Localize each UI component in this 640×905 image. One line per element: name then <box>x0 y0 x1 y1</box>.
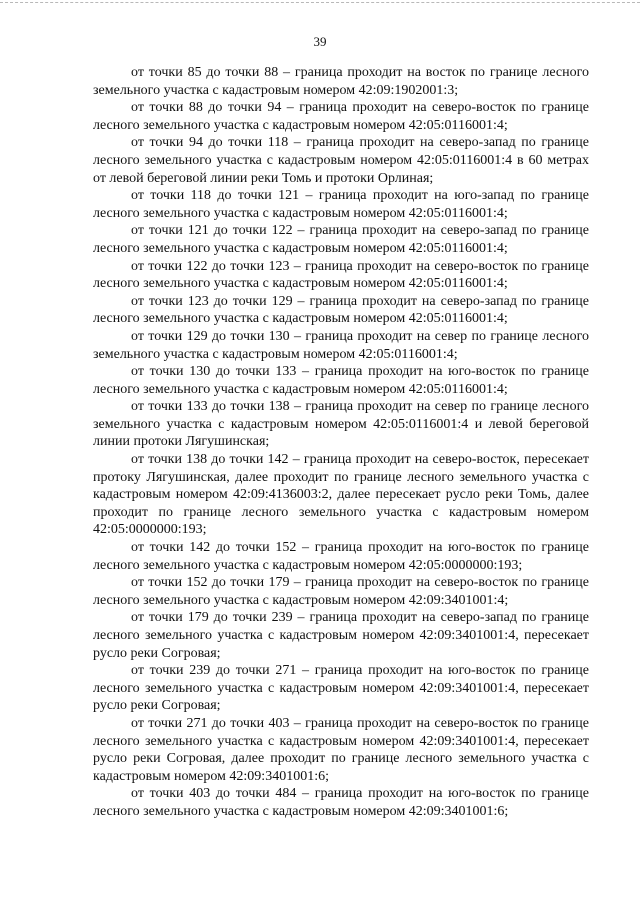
boundary-paragraph: от точки 403 до точки 484 – граница проходит на юго-восток по границе лесного земельного участка с кадастровым номером 42:09:3401001:6; <box>93 786 589 819</box>
boundary-paragraph: от точки 138 до точки 142 – граница проходит на северо-восток, пересекает протоку Лягушинская, далее проходит по границе лесного земельного участка с кадастровым номером 42:09:4136003:2, далее пересекает русло реки Томь, далее проходит по границе лесного земельного участка с кадастровым номером 42:05:0000000:193; <box>93 452 589 538</box>
boundary-paragraph: от точки 152 до точки 179 – граница проходит на северо-восток по границе лесного земельного участка с кадастровым номером 42:09:3401001:4; <box>93 575 589 608</box>
document-body <box>93 64 589 821</box>
boundary-paragraph: от точки 118 до точки 121 – граница проходит на юго-запад по границе лесного земельного участка с кадастровым номером 42:05:0116001:4; <box>93 188 589 221</box>
boundary-paragraph: от точки 94 до точки 118 – граница проходит на северо-запад по границе лесного земельного участка с кадастровым номером 42:05:0116001:4 в 60 метрах от левой береговой линии реки Томь и протоки Орлиная; <box>93 135 589 186</box>
boundary-paragraph: от точки 123 до точки 129 – граница проходит на северо-запад по границе лесного земельного участка с кадастровым номером 42:05:0116001:4; <box>93 293 589 327</box>
boundary-paragraph: от точки 85 до точки 88 – граница проходит на восток по границе лесного земельного участка с кадастровым номером 42:09:1902001:3; <box>93 65 589 98</box>
boundary-paragraph: от точки 133 до точки 138 – граница проходит на север по границе лесного земельного участка с кадастровым номером 42:05:0116001:4 и левой береговой линии протоки Лягушинская; <box>93 399 589 450</box>
page-number: 39 <box>313 34 327 49</box>
boundary-paragraph: от точки 179 до точки 239 – граница проходит на северо-запад по границе лесного земельного участка с кадастровым номером 42:09:3401001:4, пересекает русло реки Согровая; <box>93 610 589 661</box>
boundary-paragraph: от точки 130 до точки 133 – граница проходит на юго-восток по границе лесного земельного участка с кадастровым номером 42:05:0116001:4; <box>93 364 589 397</box>
boundary-paragraph: от точки 129 до точки 130 – граница проходит на север по границе лесного земельного участка с кадастровым номером 42:05:0116001:4; <box>93 328 589 362</box>
boundary-paragraph: от точки 88 до точки 94 – граница проходит на северо-восток по границе лесного земельного участка с кадастровым номером 42:05:0116001:4; <box>93 100 589 133</box>
boundary-paragraph: от точки 121 до точки 122 – граница проходит на северо-запад по границе лесного земельного участка с кадастровым номером 42:05:0116001:4; <box>93 223 589 256</box>
top-edge-rule <box>0 2 640 3</box>
boundary-paragraph: от точки 239 до точки 271 – граница проходит на юго-восток по границе лесного земельного участка с кадастровым номером 42:09:3401001:4, пересекает русло реки Согровая; <box>93 663 589 714</box>
boundary-paragraph: от точки 271 до точки 403 – граница проходит на северо-восток по границе лесного земельного участка с кадастровым номером 42:09:3401001:4, пересекает русло реки Согровая, далее проходит по границе лесного земельного участка с кадастровым номером 42:09:3401001:6; <box>93 715 589 784</box>
boundary-paragraph: от точки 122 до точки 123 – граница проходит на северо-восток по границе лесного земельного участка с кадастровым номером 42:05:0116001:4; <box>93 258 589 292</box>
boundary-paragraph: от точки 142 до точки 152 – граница проходит на юго-восток по границе лесного земельного участка с кадастровым номером 42:05:0000000:193; <box>93 540 589 573</box>
